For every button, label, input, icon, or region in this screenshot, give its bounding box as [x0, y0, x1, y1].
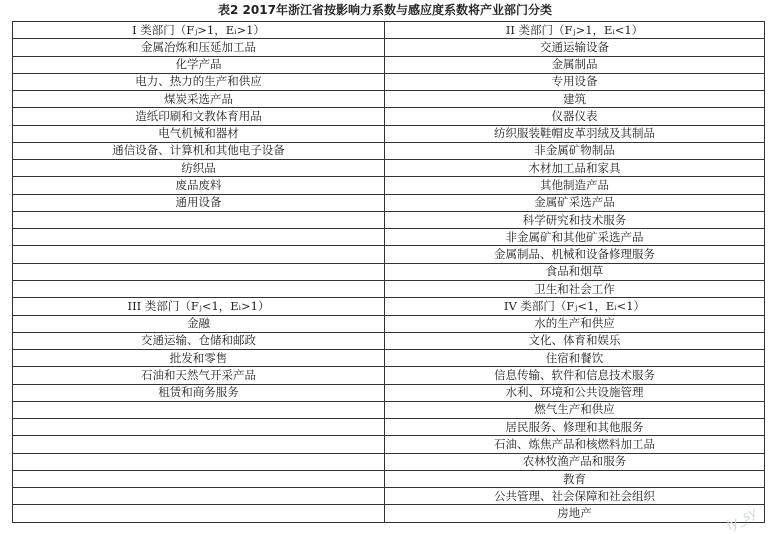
q4-item: 水利、环境和公共设施管理	[385, 384, 765, 401]
q1-item: 金属冶炼和压延加工品	[13, 39, 385, 56]
q1-item: 通信设备、计算机和其他电子设备	[13, 142, 385, 159]
table-row	[13, 470, 765, 487]
q1-item: 通用设备	[13, 194, 385, 211]
q1-item: 电气机械和器材	[13, 125, 385, 142]
table-row	[13, 263, 765, 280]
table-row	[13, 436, 765, 453]
q4-item: 农林牧渔产品和服务	[385, 453, 765, 470]
q3-item	[13, 488, 385, 505]
q1-item	[13, 211, 385, 228]
q3-item	[13, 453, 385, 470]
q3-item: 石油和天然气开采产品	[13, 367, 385, 384]
q4-item: 住宿和餐饮	[385, 350, 765, 367]
q1-item	[13, 229, 385, 246]
table-row	[13, 332, 765, 349]
q3-item	[13, 505, 385, 523]
table-row	[13, 401, 765, 418]
watermark: ly_sy	[724, 504, 760, 534]
q3-item	[13, 436, 385, 453]
table-row	[13, 194, 765, 211]
quadrant-header-row	[13, 298, 765, 315]
q4-item: 燃气生产和供应	[385, 401, 765, 418]
q1-item: 电力、热力的生产和供应	[13, 73, 385, 90]
q2-item: 专用设备	[385, 73, 765, 90]
sector-classification-table	[12, 21, 765, 523]
table-row	[13, 384, 765, 401]
q2-item: 金属矿采选产品	[385, 194, 765, 211]
q1-item	[13, 246, 385, 263]
table-row	[13, 142, 765, 159]
table-row	[13, 108, 765, 125]
quadrant-header-row	[13, 22, 765, 39]
q2-item: 木材加工品和家具	[385, 160, 765, 177]
table-row	[13, 91, 765, 108]
q4-item: 信息传输、软件和信息技术服务	[385, 367, 765, 384]
q2-item: 金属制品	[385, 56, 765, 73]
q1-item: 造纸印刷和文教体育用品	[13, 108, 385, 125]
table-row	[13, 453, 765, 470]
table-row	[13, 246, 765, 263]
q2-item: 其他制造产品	[385, 177, 765, 194]
q2-header: II 类部门（F⁠ⱼ>1，E⁠ᵢ<1）	[385, 22, 765, 39]
q4-header: IV 类部门（F⁠ⱼ<1，E⁠ᵢ<1）	[385, 298, 765, 315]
table-row	[13, 367, 765, 384]
q3-item: 批发和零售	[13, 350, 385, 367]
q4-item: 文化、体育和娱乐	[385, 332, 765, 349]
q4-item: 公共管理、社会保障和社会组织	[385, 488, 765, 505]
table-row	[13, 505, 765, 523]
table-row	[13, 280, 765, 297]
q3-item: 交通运输、仓储和邮政	[13, 332, 385, 349]
q1-item: 化学产品	[13, 56, 385, 73]
q2-item: 交通运输设备	[385, 39, 765, 56]
q4-item: 房地产	[385, 505, 765, 523]
q4-item: 水的生产和供应	[385, 315, 765, 332]
q1-item: 废品废料	[13, 177, 385, 194]
q2-item: 卫生和社会工作	[385, 280, 765, 297]
q1-header: I 类部门（F⁠ⱼ>1，E⁠ᵢ>1）	[13, 22, 385, 39]
q2-item: 纺织服装鞋帽皮革羽绒及其制品	[385, 125, 765, 142]
table-row	[13, 56, 765, 73]
q3-header: III 类部门（F⁠ⱼ<1，E⁠ᵢ>1）	[13, 298, 385, 315]
q3-item	[13, 401, 385, 418]
table-row	[13, 350, 765, 367]
q3-item	[13, 419, 385, 436]
q1-item	[13, 280, 385, 297]
q2-item: 非金属矿物制品	[385, 142, 765, 159]
q3-item: 租赁和商务服务	[13, 384, 385, 401]
q4-item: 居民服务、修理和其他服务	[385, 419, 765, 436]
table-row	[13, 125, 765, 142]
q3-item: 金融	[13, 315, 385, 332]
q4-item: 石油、炼焦产品和核燃料加工品	[385, 436, 765, 453]
q2-item: 金属制品、机械和设备修理服务	[385, 246, 765, 263]
table-row	[13, 39, 765, 56]
q1-item	[13, 263, 385, 280]
table-row	[13, 160, 765, 177]
table-row	[13, 229, 765, 246]
q2-item: 科学研究和技术服务	[385, 211, 765, 228]
table-row	[13, 73, 765, 90]
table-row	[13, 177, 765, 194]
q2-item: 建筑	[385, 91, 765, 108]
q2-item: 仪器仪表	[385, 108, 765, 125]
table-row	[13, 488, 765, 505]
table-row	[13, 419, 765, 436]
q2-item: 非金属矿和其他矿采选产品	[385, 229, 765, 246]
q2-item: 食品和烟草	[385, 263, 765, 280]
q1-item: 煤炭采选产品	[13, 91, 385, 108]
q4-item: 教育	[385, 470, 765, 487]
q1-item: 纺织品	[13, 160, 385, 177]
table-row	[13, 315, 765, 332]
table-row	[13, 211, 765, 228]
q3-item	[13, 470, 385, 487]
table-title: 表2 2017年浙江省按影响力系数与感应度系数将产业部门分类	[218, 3, 552, 17]
